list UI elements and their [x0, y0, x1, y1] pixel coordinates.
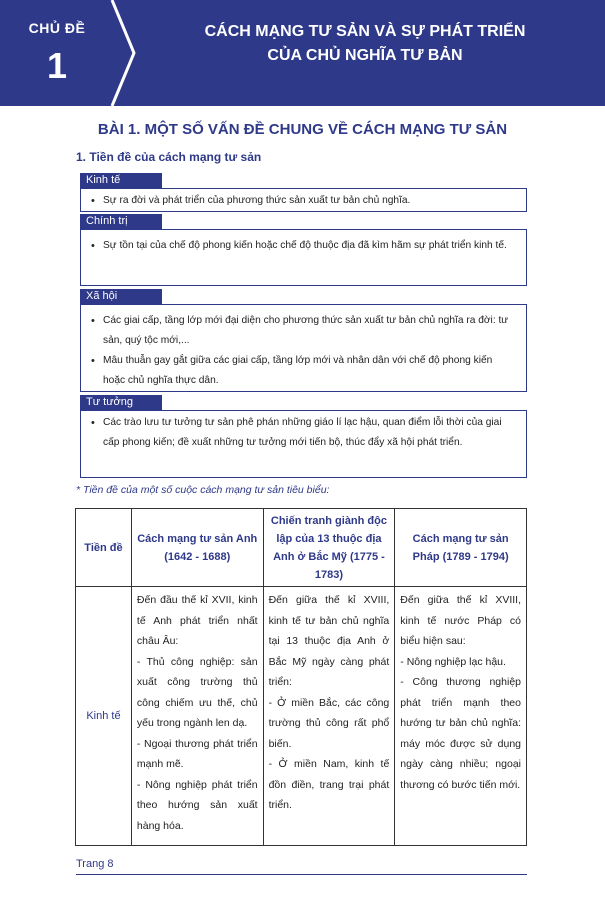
chapter-label: CHỦ ĐỀ [28, 20, 86, 36]
category-label-society: Xã hội [80, 289, 162, 304]
category-box-politics [80, 229, 527, 286]
cell-line: Đến giữa thế kỉ XVIII, kinh tế nước Pháp có biểu hiện sau: [400, 594, 521, 647]
bullet-item: • Sự tồn tại của chế độ phong kiến hoặc chế độ thuộc địa đã kìm hãm sự phát triển kinh tế. [91, 236, 516, 256]
bullet-item: • Sự ra đời và phát triển của phương thức sản xuất tư bản chủ nghĩa. [91, 191, 516, 211]
table-row [76, 587, 527, 846]
category-label-economy: Kinh tế [80, 173, 162, 188]
section-title: 1. Tiền đề của cách mạng tư sản [76, 150, 262, 164]
bullet-item: • Mâu thuẫn gay gắt giữa các giai cấp, tầng lớp mới và nhân dân với chế độ phong kiến hoặc chủ nghĩa thực dân. [91, 351, 516, 391]
category-label-politics: Chính trị [80, 214, 162, 229]
comparison-table [75, 508, 527, 846]
chapter-title [150, 20, 580, 68]
category-box-ideology [80, 410, 527, 478]
bullet-item: • Các giai cấp, tầng lớp mới đại diện cho phương thức sản xuất tư bản chủ nghĩa ra đời: tư sản, quý tộc mới,... [91, 311, 516, 351]
bullet-item: • Các trào lưu tư tưởng tư sản phê phán những giáo lí lạc hậu, quan điểm lỗi thời của giai cấp phong kiến; đề xuất những tư tưởng mới tiến bộ, thúc đẩy xã hội phát triển. [91, 413, 516, 453]
table-note: * Tiền đề của một số cuộc cách mạng tư sản tiêu biểu: [76, 484, 330, 496]
header-cell-premise: Tiền đề [76, 509, 132, 587]
chapter-header [0, 0, 605, 106]
header-cell-france: Cách mạng tư sản Pháp (1789 - 1794) [395, 509, 527, 587]
cell-line: - Ở miền Nam, kinh tế đồn điền, trang trại phát triển. [268, 758, 390, 811]
header-cell-england: Cách mạng tư sản Anh (1642 - 1688) [131, 509, 263, 587]
cell-line: - Thủ công nghiệp: sản xuất công trường thủ công chiếm ưu thế, chủ yếu trong ngành len dạ. [136, 655, 258, 729]
category-box-economy [80, 188, 527, 212]
page-number: Trang 8 [76, 858, 114, 870]
row-head-economy: Kinh tế [76, 587, 132, 846]
cell-line: Đến giữa thế kỉ XVIII, kinh tế tư bản chủ nghĩa tại 13 thuộc địa Anh ở Bắc Mỹ ngày càng phát triển: [268, 594, 390, 688]
cell-line: - Nông nghiệp lạc hậu. [400, 655, 506, 668]
chapter-title-line-2: CỦA CHỦ NGHĨA TƯ BẢN [267, 47, 463, 64]
lesson-title: BÀI 1. MỘT SỐ VẤN ĐỀ CHUNG VỀ CÁCH MẠNG TƯ SẢN [97, 121, 508, 138]
cell-line: - Ở miền Bắc, các công trường thủ công rất phổ biến. [268, 696, 390, 750]
cell-line: - Nông nghiệp phát triển theo hướng sản xuất hàng hóa. [136, 778, 258, 832]
category-box-society [80, 304, 527, 392]
chapter-title-line-1: CÁCH MẠNG TƯ SẢN VÀ SỰ PHÁT TRIỂN [204, 23, 526, 40]
cell-england-economy [131, 587, 263, 846]
header-cell-america: Chiến tranh giành độc lập của 13 thuộc địa Anh ở Bắc Mỹ (1775 - 1783) [263, 509, 395, 587]
cell-line: Đến đầu thế kỉ XVII, kinh tế Anh phát triển nhất châu Âu: [136, 594, 258, 647]
cell-france-economy [395, 587, 527, 846]
chapter-number: 1 [46, 45, 68, 86]
cell-america-economy [263, 587, 395, 846]
cell-line: - Công thương nghiệp phát triển mạnh theo hướng tư bản chủ nghĩa: máy móc được sử dụng ngày càng nhiều; ngoại thương có bước tiến mới. [400, 676, 521, 791]
table-header-row [76, 509, 527, 587]
cell-line: - Ngoại thương phát triển mạnh mẽ. [136, 737, 258, 770]
footer-divider [76, 874, 527, 875]
category-label-ideology: Tư tưởng [80, 395, 162, 410]
